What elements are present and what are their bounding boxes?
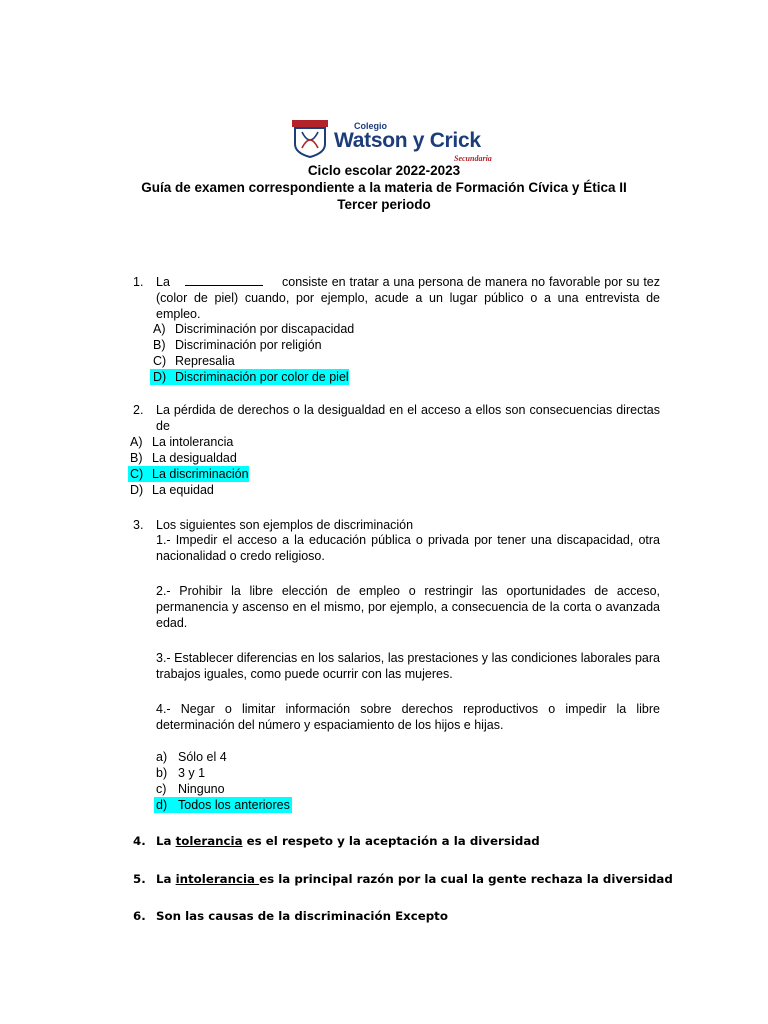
question-lead: La <box>156 872 176 886</box>
option-letter: b) <box>156 766 168 780</box>
option-text: Represalia <box>175 354 235 368</box>
question-text: consiste en tratar a una persona de manera no favorable por su tez <box>282 275 660 289</box>
example-item: 3.- Establecer diferencias en los salarios, las prestaciones y las condiciones laborales para trabajos iguales, como puede ocurrir con las mujeres. <box>156 651 660 682</box>
question-lead: La <box>156 834 176 848</box>
option-text: La equidad <box>152 483 214 497</box>
option-text: Todos los anteriores <box>178 798 290 812</box>
key-term: tolerancia <box>175 834 243 848</box>
school-crest-icon <box>290 118 330 158</box>
option-letter: C) <box>130 467 144 481</box>
option-letter: D) <box>153 370 167 384</box>
option-text: Sólo el 4 <box>178 750 227 764</box>
example-item: 1.- Impedir el acceso a la educación pública o privada por tener una discapacidad, otra nacionalidad o credo religioso. <box>156 533 660 564</box>
option-text: Discriminación por discapacidad <box>175 322 355 336</box>
option-text: 3 y 1 <box>178 766 206 780</box>
question-text: La pérdida de derechos o la desigualdad en el acceso a ellos son consecuencias directas <box>156 403 660 417</box>
question-text <box>156 274 281 290</box>
option-letter: C) <box>153 354 167 368</box>
question-number: 3. <box>133 518 144 532</box>
question-text: (color de piel) cuando, por ejemplo, acude a un lugar público o a una entrevista de <box>156 291 660 305</box>
logo-name: Watson y Crick <box>334 129 481 152</box>
cycle-title: Ciclo escolar 2022-2023 <box>307 163 461 178</box>
question-rest: es la principal razón por la cual la gente rechaza la diversidad <box>259 872 673 886</box>
question-text <box>156 833 540 849</box>
logo-subtitle: Secundaria <box>454 154 492 163</box>
question-text: Son las causas de la discriminación Excepto <box>156 909 448 923</box>
question-text: empleo. <box>156 307 201 321</box>
logo-small-text: Colegio <box>354 121 387 131</box>
option-letter: d) <box>156 798 168 812</box>
question-number: 6. <box>133 909 146 923</box>
question-number: 2. <box>133 403 144 417</box>
period-title: Tercer periodo <box>337 197 431 212</box>
option-text: Discriminación por color de piel <box>175 370 349 384</box>
question-number: 5. <box>133 872 146 886</box>
question-number: 1. <box>133 275 144 289</box>
option-letter: B) <box>130 451 143 465</box>
answer-blank <box>185 275 263 286</box>
option-letter: A) <box>130 435 143 449</box>
option-letter: B) <box>153 338 166 352</box>
question-text: Los siguientes son ejemplos de discriminación <box>156 518 414 532</box>
question-text: de <box>156 419 170 433</box>
option-letter: a) <box>156 750 168 764</box>
guide-title: Guía de examen correspondiente a la materia de Formación Cívica y Ética II <box>141 180 627 195</box>
example-item: 4.- Negar o limitar información sobre derechos reproductivos o impedir la libre determinación del número y espaciamiento de los hijos e hijas. <box>156 702 660 733</box>
question-lead: La <box>156 275 170 289</box>
school-logo <box>290 118 490 166</box>
option-text: La discriminación <box>152 467 249 481</box>
option-text: La intolerancia <box>152 435 234 449</box>
option-text: Ninguno <box>178 782 225 796</box>
example-item: 2.- Prohibir la libre elección de empleo o restringir las oportunidades de acceso, permanencia y ascenso en el mismo, por ejemplo, a consecuencia de la corta o avanzada edad. <box>156 584 660 631</box>
question-text <box>156 871 673 887</box>
option-letter: A) <box>153 322 166 336</box>
key-term: intolerancia <box>175 872 260 886</box>
option-text: La desigualdad <box>152 451 237 465</box>
question-number: 4. <box>133 834 146 848</box>
option-letter: c) <box>156 782 167 796</box>
option-letter: D) <box>130 483 144 497</box>
option-text: Discriminación por religión <box>175 338 322 352</box>
question-rest: es el respeto y la aceptación a la diversidad <box>242 834 540 848</box>
